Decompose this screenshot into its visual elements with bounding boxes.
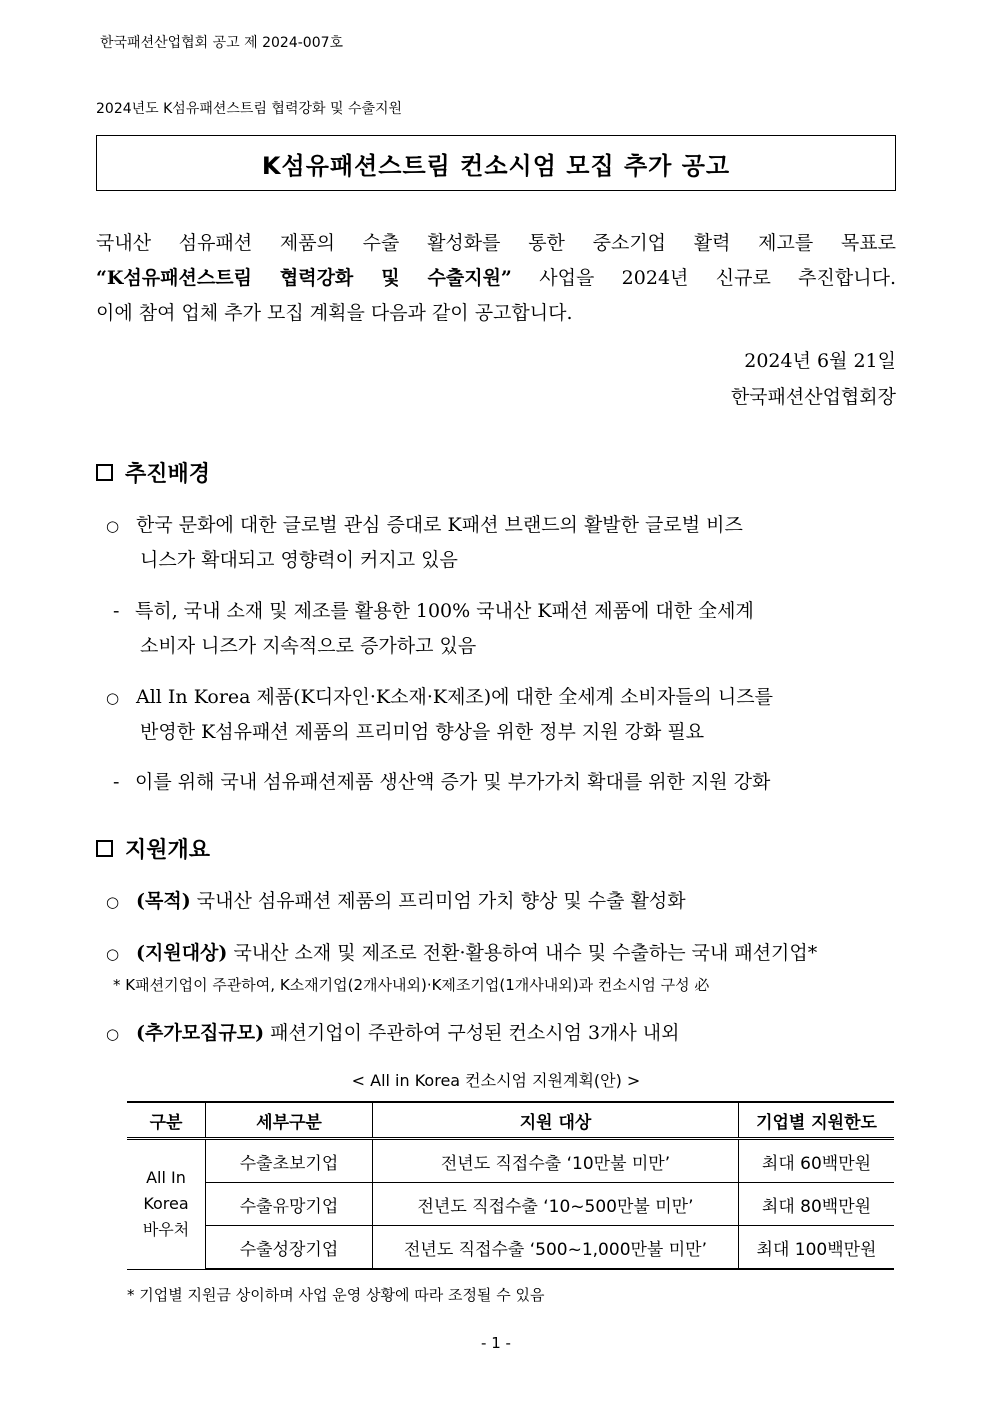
section-background-title: 추진배경 [125, 462, 211, 487]
circle-bullet-icon: ○ [106, 945, 120, 963]
announcement-date: 2024년 6월 21일 [744, 350, 896, 372]
row-limit: 최대 80백만원 [739, 1183, 895, 1226]
dash-bullet-icon: - [113, 600, 120, 622]
row-subcategory: 수출성장기업 [206, 1226, 373, 1270]
page-number: - 1 - [481, 1334, 511, 1352]
square-bullet-icon [96, 464, 113, 481]
background-sub-2: - 이를 위해 국내 섬유패션제품 생산액 증가 및 부가가치 확대를 위한 지원 강화 [113, 771, 771, 793]
program-name: “K섬유패션스트림 협력강화 및 수출지원” [96, 267, 512, 289]
circle-bullet-icon: ○ [106, 1025, 120, 1043]
background-bullet-2-cont: 반영한 K섬유패션 제품의 프리미엄 향상을 위한 정부 지원 강화 필요 [140, 721, 705, 743]
intro-line-2-rest: 사업을 2024년 신규로 추진합니다. [511, 267, 896, 289]
intro-line-1: 국내산 섬유패션 제품의 수출 활성화를 통한 중소기업 활력 제고를 목표로 [96, 232, 896, 254]
row-target: 전년도 직접수출 ‘10~500만불 미만’ [373, 1183, 739, 1226]
circle-bullet-icon: ○ [106, 689, 120, 707]
program-subtitle: 2024년도 K섬유패션스트림 협력강화 및 수출지원 [96, 101, 403, 117]
overview-target: ○ (지원대상) 국내산 소재 및 제조로 전환·활용하여 내수 및 수출하는 국내 패션기업* [106, 942, 818, 964]
overview-purpose: ○ (목적) 국내산 섬유패션 제품의 프리미엄 가치 향상 및 수출 활성화 [106, 890, 686, 912]
page-title: K섬유패션스트림 컨소시엄 모집 추가 공고 [261, 151, 731, 180]
square-bullet-icon [96, 840, 113, 857]
background-bullet-1-cont: 니스가 확대되고 영향력이 커지고 있음 [140, 549, 458, 571]
row-subcategory: 수출초보기업 [206, 1139, 373, 1183]
header-target: 지원 대상 [373, 1102, 739, 1139]
dash-bullet-icon: - [113, 771, 120, 793]
row-target: 전년도 직접수출 ‘10만불 미만’ [373, 1139, 739, 1183]
background-bullet-1: ○ 한국 문화에 대한 글로벌 관심 증대로 K패션 브랜드의 활발한 글로벌 비즈 [106, 514, 743, 536]
circle-bullet-icon: ○ [106, 893, 120, 911]
header-subcategory: 세부구분 [206, 1102, 373, 1139]
support-plan-table [127, 1101, 894, 1270]
intro-line-3: 이에 참여 업체 추가 모집 계획을 다음과 같이 공고합니다. [96, 302, 573, 324]
table-row [127, 1183, 894, 1226]
circle-bullet-icon: ○ [106, 517, 120, 535]
table-row [127, 1139, 894, 1183]
section-overview-heading [96, 833, 210, 864]
table-footnote: * 기업별 지원금 상이하며 사업 운영 상황에 따라 조정될 수 있음 [127, 1286, 545, 1304]
row-limit: 최대 60백만원 [739, 1139, 895, 1183]
target-note: * K패션기업이 주관하여, K소재기업(2개사내외)·K제조기업(1개사내외)과 컨소시엄 구성 必 [113, 976, 710, 994]
row-target: 전년도 직접수출 ‘500~1,000만불 미만’ [373, 1226, 739, 1270]
background-sub-1-cont: 소비자 니즈가 지속적으로 증가하고 있음 [140, 635, 477, 657]
announcement-number: 한국패션산업협회 공고 제 2024-007호 [100, 35, 344, 51]
title-box [96, 135, 896, 191]
table-row [127, 1226, 894, 1270]
header-category: 구분 [127, 1102, 206, 1139]
intro-line-2 [96, 261, 896, 296]
row-limit: 최대 100백만원 [739, 1226, 895, 1270]
overview-scale: ○ (추가모집규모) 패션기업이 주관하여 구성된 컨소시엄 3개사 내외 [106, 1022, 680, 1044]
signer: 한국패션산업협회장 [730, 386, 896, 408]
background-sub-1: - 특히, 국내 소재 및 제조를 활용한 100% 국내산 K패션 제품에 대한 全세계 [113, 600, 754, 622]
table-caption: < All in Korea 컨소시엄 지원계획(안) > [351, 1071, 641, 1090]
table-header-row [127, 1102, 894, 1139]
section-background-heading [96, 457, 210, 488]
section-overview-title: 지원개요 [125, 838, 211, 863]
row-subcategory: 수출유망기업 [206, 1183, 373, 1226]
group-cell: All In Korea 바우처 [127, 1139, 206, 1270]
background-bullet-2: ○ All In Korea 제품(K디자인·K소재·K제조)에 대한 全세계 소비자들의 니즈를 [106, 686, 773, 708]
header-limit: 기업별 지원한도 [739, 1102, 895, 1139]
